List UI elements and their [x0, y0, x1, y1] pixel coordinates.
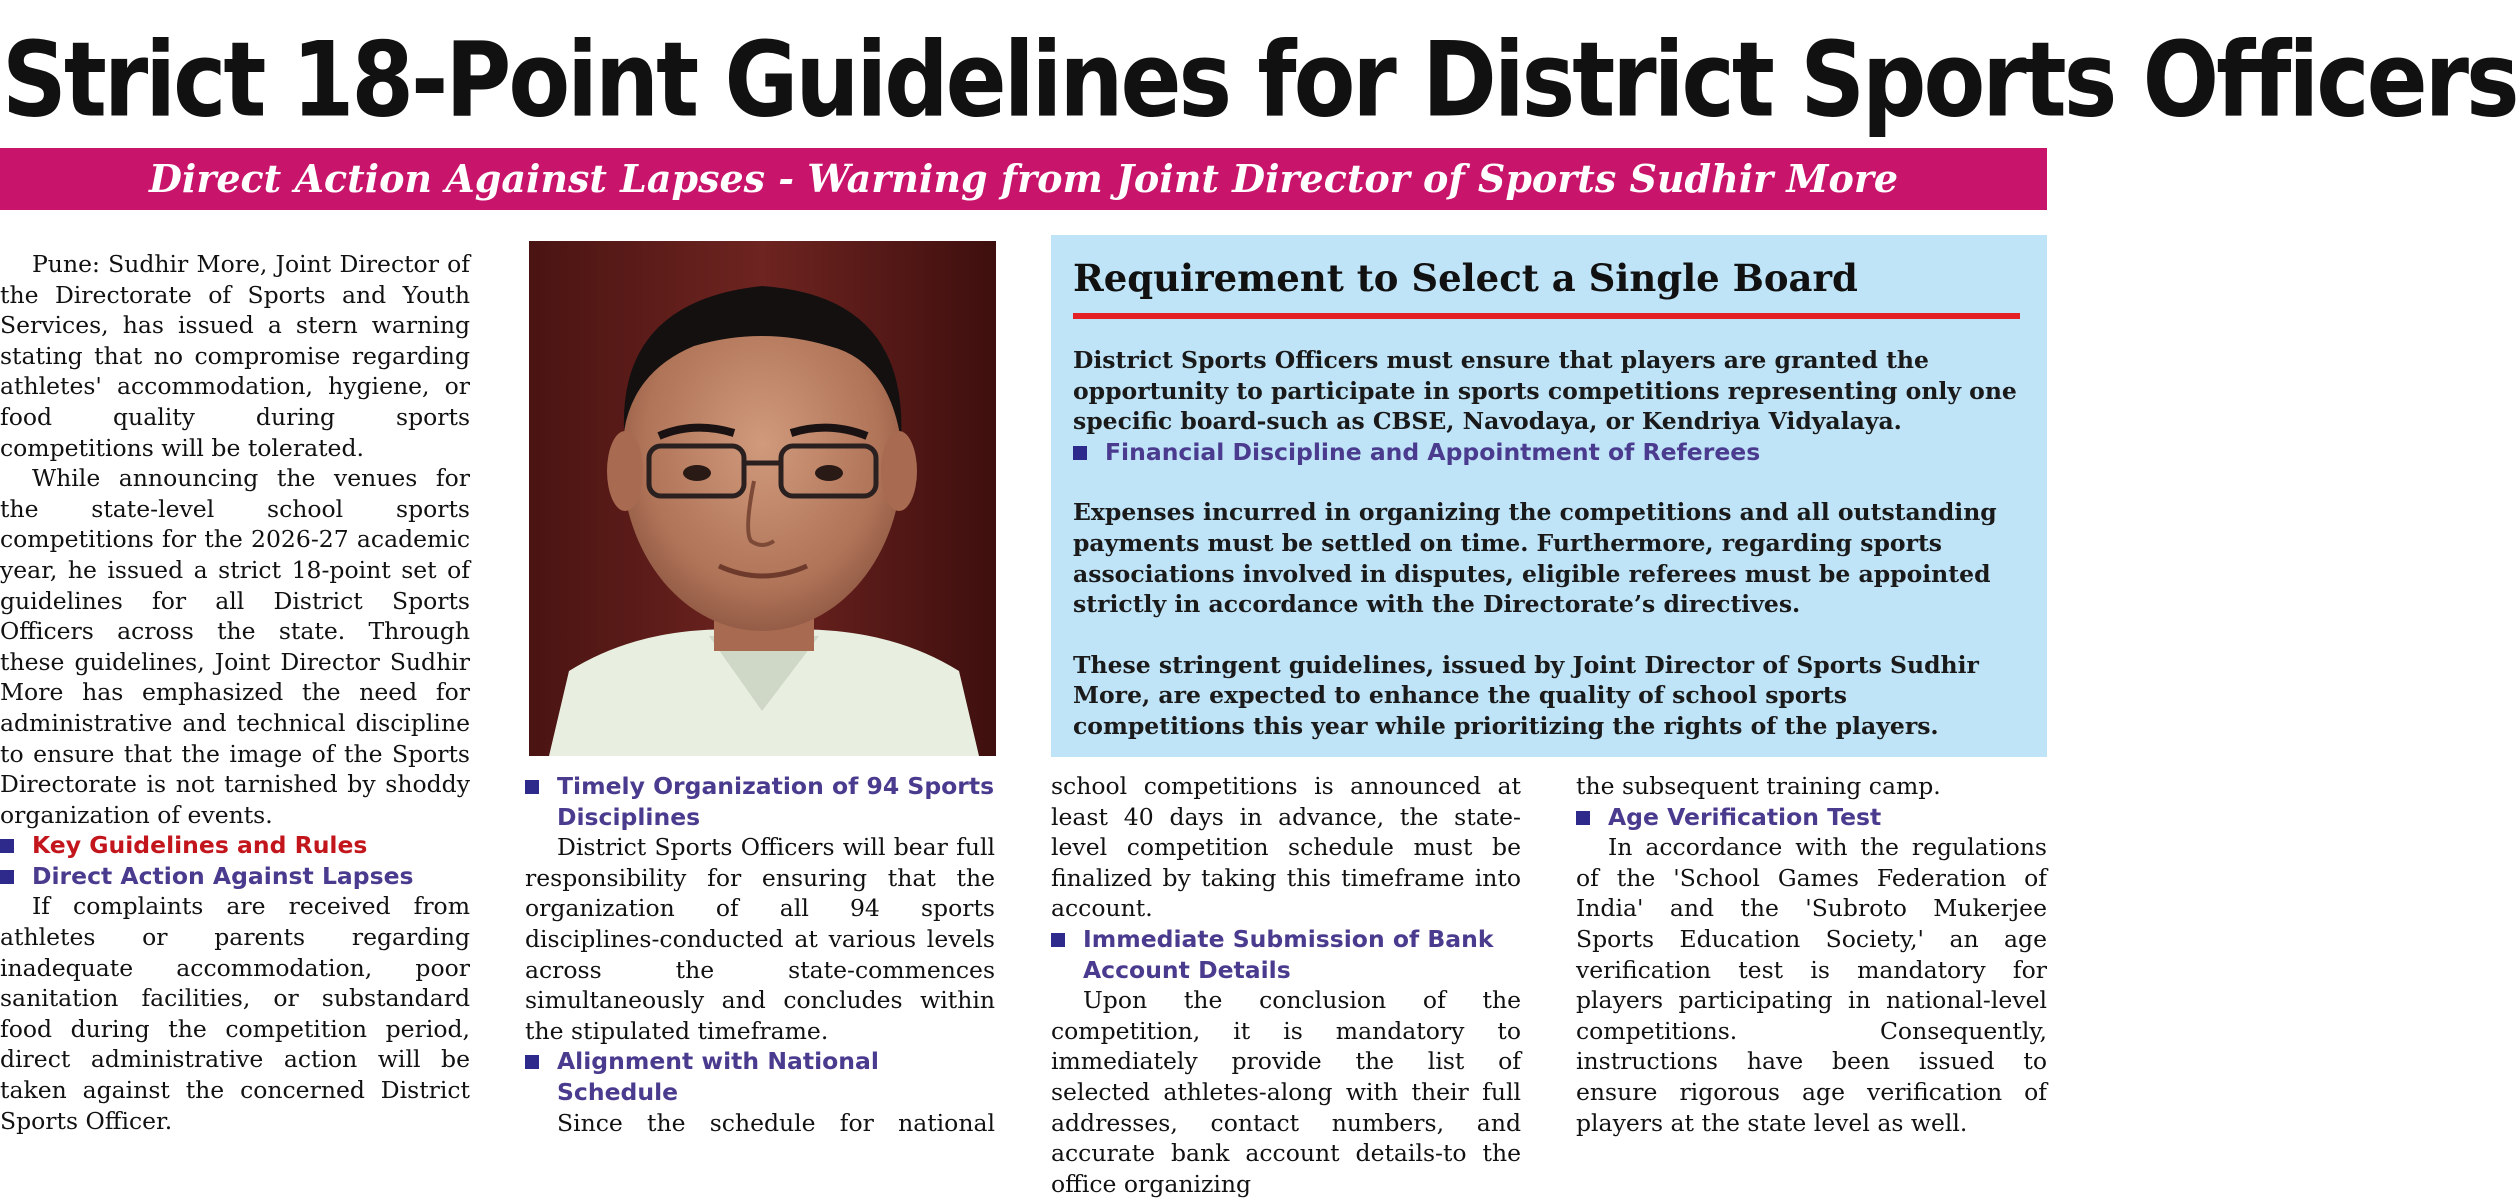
col2-paragraph-1: District Sports Officers will bear full responsibility for ensuring that the organization of all 94 sports disciplines-conducted at various levels across the state-commences simultaneously and concludes within the stipulated timeframe. — [525, 833, 995, 1045]
subhead-label: Direct Action Against Lapses — [32, 861, 414, 890]
highlight-box — [1051, 235, 2047, 757]
subhead-label: Financial Discipline and Appointment of Referees — [1105, 437, 1761, 466]
subhead-label: Key Guidelines and Rules — [32, 831, 368, 860]
col3-subhead-bank-details — [1051, 924, 1521, 985]
square-bullet-icon — [1576, 811, 1590, 825]
square-bullet-icon — [0, 839, 14, 853]
column-3 — [1051, 771, 1521, 1199]
col1-paragraph-1: Pune: Sudhir More, Joint Director of the Directorate of Sports and Youth Services, has issued a stern warning stating that no compromise regarding athletes' accommodation, hygiene, or food quality during sports competitions will be tolerated. — [0, 250, 470, 462]
col1-subhead-direct-action — [0, 861, 470, 892]
box-title: Requirement to Select a Single Board — [1073, 255, 2020, 319]
column-4 — [1576, 771, 2047, 1138]
col2-subhead-national-schedule — [525, 1046, 995, 1107]
square-bullet-icon — [0, 870, 14, 884]
box-subhead-financial-discipline — [1073, 437, 2025, 468]
column-2 — [525, 771, 995, 1138]
col3-paragraph-1: school competitions is announced at least 40 days in advance, the state-level competition schedule must be finalized by taking this timeframe into account. — [1051, 772, 1521, 923]
square-bullet-icon — [525, 1055, 539, 1069]
subhead-label: Age Verification Test — [1608, 802, 1882, 831]
square-bullet-icon — [1073, 446, 1087, 460]
square-bullet-icon — [525, 780, 539, 794]
subhead-label: Timely Organization of 94 Sports Disciplines — [557, 772, 995, 831]
column-1 — [0, 249, 470, 1136]
portrait-illustration — [529, 241, 996, 756]
headline: Strict 18-Point Guidelines for District Sports Officers — [2, 19, 2517, 141]
col1-paragraph-2: While announcing the venues for the state-level school sports competitions for the 2026-27 academic year, he issued a strict 18-point set of guidelines for all District Sports Officers across the state. Through these guidelines, Joint Director Sudhir More has emphasized the need for administrative and technical discipline to ensure that the image of the Sports Directorate is not tarnished by shoddy organization of events. — [0, 464, 470, 829]
square-bullet-icon — [1051, 933, 1065, 947]
subheadline-banner — [0, 148, 2047, 210]
col3-paragraph-2: Upon the conclusion of the competition, it is mandatory to immediately provide the list of selected athletes-along with their full addresses, contact numbers, and accurate bank account details-to the office organizing — [1051, 986, 1521, 1198]
box-paragraph-3: These stringent guidelines, issued by Joint Director of Sports Sudhir More, are expected to enhance the quality of school sports competitions this year while prioritizing the rights of the players. — [1073, 650, 1979, 740]
col2-paragraph-2: Since the schedule for national — [557, 1108, 995, 1137]
col4-paragraph-2: In accordance with the regulations of the 'School Games Federation of India' and the 'Subroto Mukerjee Sports Education Society,' an age verification test is mandatory for players participating in national-level competitions. Consequently, instructions have been issued to ensure rigorous age verification of players at the state level as well. — [1576, 833, 2047, 1137]
col2-subhead-timely-organization — [525, 771, 995, 832]
subheadline: Direct Action Against Lapses - Warning from Joint Director of Sports Sudhir More — [148, 156, 1899, 201]
col4-subhead-age-verification — [1576, 802, 2047, 833]
subhead-label: Alignment with National Schedule — [557, 1047, 879, 1106]
portrait-photo — [529, 241, 996, 756]
col1-subhead-key-guidelines — [0, 830, 470, 861]
box-paragraph-1: District Sports Officers must ensure that players are granted the opportunity to participate in sports competitions representing only one specific board-such as CBSE, Navodaya, or Kendriya Vidyalaya. — [1073, 346, 2017, 436]
subhead-label: Immediate Submission of Bank Account Details — [1083, 924, 1494, 984]
box-paragraph-2: Expenses incurred in organizing the competitions and all outstanding payments must be settled on time. Furthermore, regarding sports associations involved in disputes, eligible referees must be appointed strictly in accordance with the Directorate’s directives. — [1073, 498, 1997, 619]
col4-paragraph-1: the subsequent training camp. — [1576, 772, 1941, 800]
col1-paragraph-3: If complaints are received from athletes or parents regarding inadequate accommodation, poor sanitation facilities, or substandard food during the competition period, direct administrative action will be taken against the concerned District Sports Officer. — [0, 892, 470, 1135]
